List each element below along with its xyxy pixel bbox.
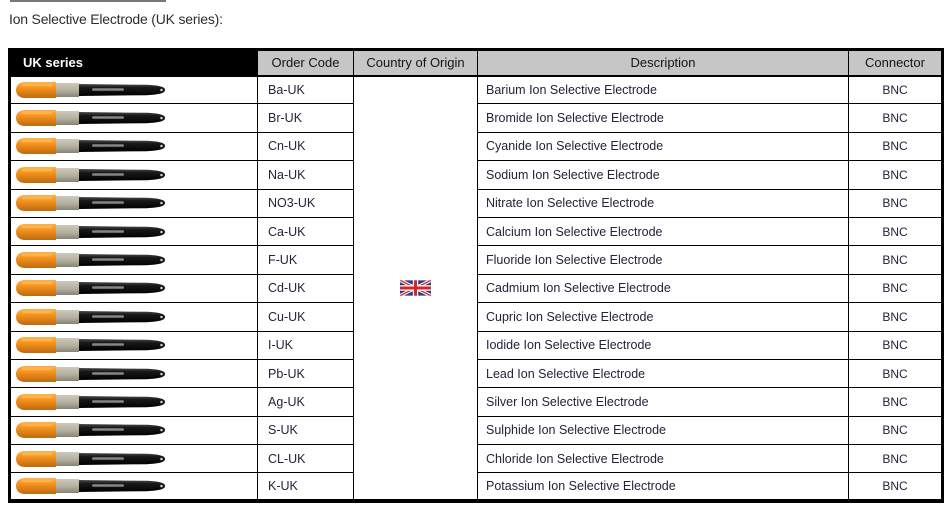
column-header-uk-series: UK series [10, 50, 258, 76]
electrode-image-icon [15, 137, 256, 155]
description-cell: Iodide Ion Selective Electrode [478, 331, 849, 359]
electrode-image-icon [15, 109, 256, 127]
connector-cell: BNC [849, 132, 943, 160]
electrode-image-icon [15, 223, 256, 241]
order-code-cell: Ba-UK [258, 76, 354, 104]
order-code-cell: Ca-UK [258, 217, 354, 245]
connector-cell: BNC [849, 217, 943, 245]
uk-series-cell [10, 246, 258, 274]
uk-series-cell [10, 76, 258, 104]
electrode-image-icon [15, 477, 256, 495]
column-header-connector: Connector [849, 50, 943, 76]
connector-cell: BNC [849, 189, 943, 217]
page-title: Ion Selective Electrode (UK series): [9, 11, 223, 27]
order-code-cell: F-UK [258, 246, 354, 274]
cropped-text-remnant [10, 0, 166, 2]
connector-cell: BNC [849, 246, 943, 274]
order-code-cell: Na-UK [258, 161, 354, 189]
order-code-cell: Pb-UK [258, 359, 354, 387]
connector-cell: BNC [849, 303, 943, 331]
country-of-origin-cell [354, 76, 478, 502]
uk-series-cell [10, 416, 258, 444]
uk-series-cell [10, 161, 258, 189]
electrode-image-icon [15, 393, 256, 411]
connector-cell: BNC [849, 104, 943, 132]
electrode-image-icon [15, 308, 256, 326]
column-header-description: Description [478, 50, 849, 76]
description-cell: Chloride Ion Selective Electrode [478, 445, 849, 473]
connector-cell: BNC [849, 473, 943, 501]
header-row [10, 50, 943, 76]
order-code-cell: NO3-UK [258, 189, 354, 217]
uk-series-cell [10, 303, 258, 331]
uk-series-cell [10, 104, 258, 132]
description-cell: Cadmium Ion Selective Electrode [478, 274, 849, 302]
uk-series-cell [10, 445, 258, 473]
description-cell: Bromide Ion Selective Electrode [478, 104, 849, 132]
uk-series-cell [10, 331, 258, 359]
connector-cell: BNC [849, 416, 943, 444]
column-header-order-code: Order Code [258, 50, 354, 76]
connector-cell: BNC [849, 359, 943, 387]
connector-cell: BNC [849, 388, 943, 416]
description-cell: Nitrate Ion Selective Electrode [478, 189, 849, 217]
description-cell: Calcium Ion Selective Electrode [478, 217, 849, 245]
description-cell: Barium Ion Selective Electrode [478, 76, 849, 104]
description-cell: Lead Ion Selective Electrode [478, 359, 849, 387]
description-cell: Fluoride Ion Selective Electrode [478, 246, 849, 274]
electrode-image-icon [15, 81, 256, 99]
connector-cell: BNC [849, 331, 943, 359]
order-code-cell: CL-UK [258, 445, 354, 473]
electrode-image-icon [15, 166, 256, 184]
description-cell: Silver Ion Selective Electrode [478, 388, 849, 416]
uk-series-cell [10, 132, 258, 160]
electrode-image-icon [15, 421, 256, 439]
order-code-cell: Br-UK [258, 104, 354, 132]
order-code-cell: Ag-UK [258, 388, 354, 416]
order-code-cell: S-UK [258, 416, 354, 444]
electrode-table [8, 48, 944, 503]
electrode-image-icon [15, 365, 256, 383]
uk-series-cell [10, 274, 258, 302]
uk-series-cell [10, 217, 258, 245]
description-cell: Potassium Ion Selective Electrode [478, 473, 849, 501]
column-header-country-of-origin: Country of Origin [354, 50, 478, 76]
description-cell: Cyanide Ion Selective Electrode [478, 132, 849, 160]
order-code-cell: Cn-UK [258, 132, 354, 160]
connector-cell: BNC [849, 445, 943, 473]
connector-cell: BNC [849, 161, 943, 189]
electrode-image-icon [15, 251, 256, 269]
description-cell: Sodium Ion Selective Electrode [478, 161, 849, 189]
uk-series-cell [10, 473, 258, 501]
electrode-image-icon [15, 450, 256, 468]
description-cell: Cupric Ion Selective Electrode [478, 303, 849, 331]
uk-series-cell [10, 189, 258, 217]
connector-cell: BNC [849, 274, 943, 302]
table-row [10, 76, 943, 104]
order-code-cell: K-UK [258, 473, 354, 501]
uk-flag-icon [400, 279, 431, 296]
electrode-image-icon [15, 336, 256, 354]
order-code-cell: I-UK [258, 331, 354, 359]
connector-cell: BNC [849, 76, 943, 104]
uk-series-cell [10, 359, 258, 387]
uk-series-cell [10, 388, 258, 416]
description-cell: Sulphide Ion Selective Electrode [478, 416, 849, 444]
electrode-image-icon [15, 279, 256, 297]
order-code-cell: Cu-UK [258, 303, 354, 331]
order-code-cell: Cd-UK [258, 274, 354, 302]
electrode-image-icon [15, 194, 256, 212]
